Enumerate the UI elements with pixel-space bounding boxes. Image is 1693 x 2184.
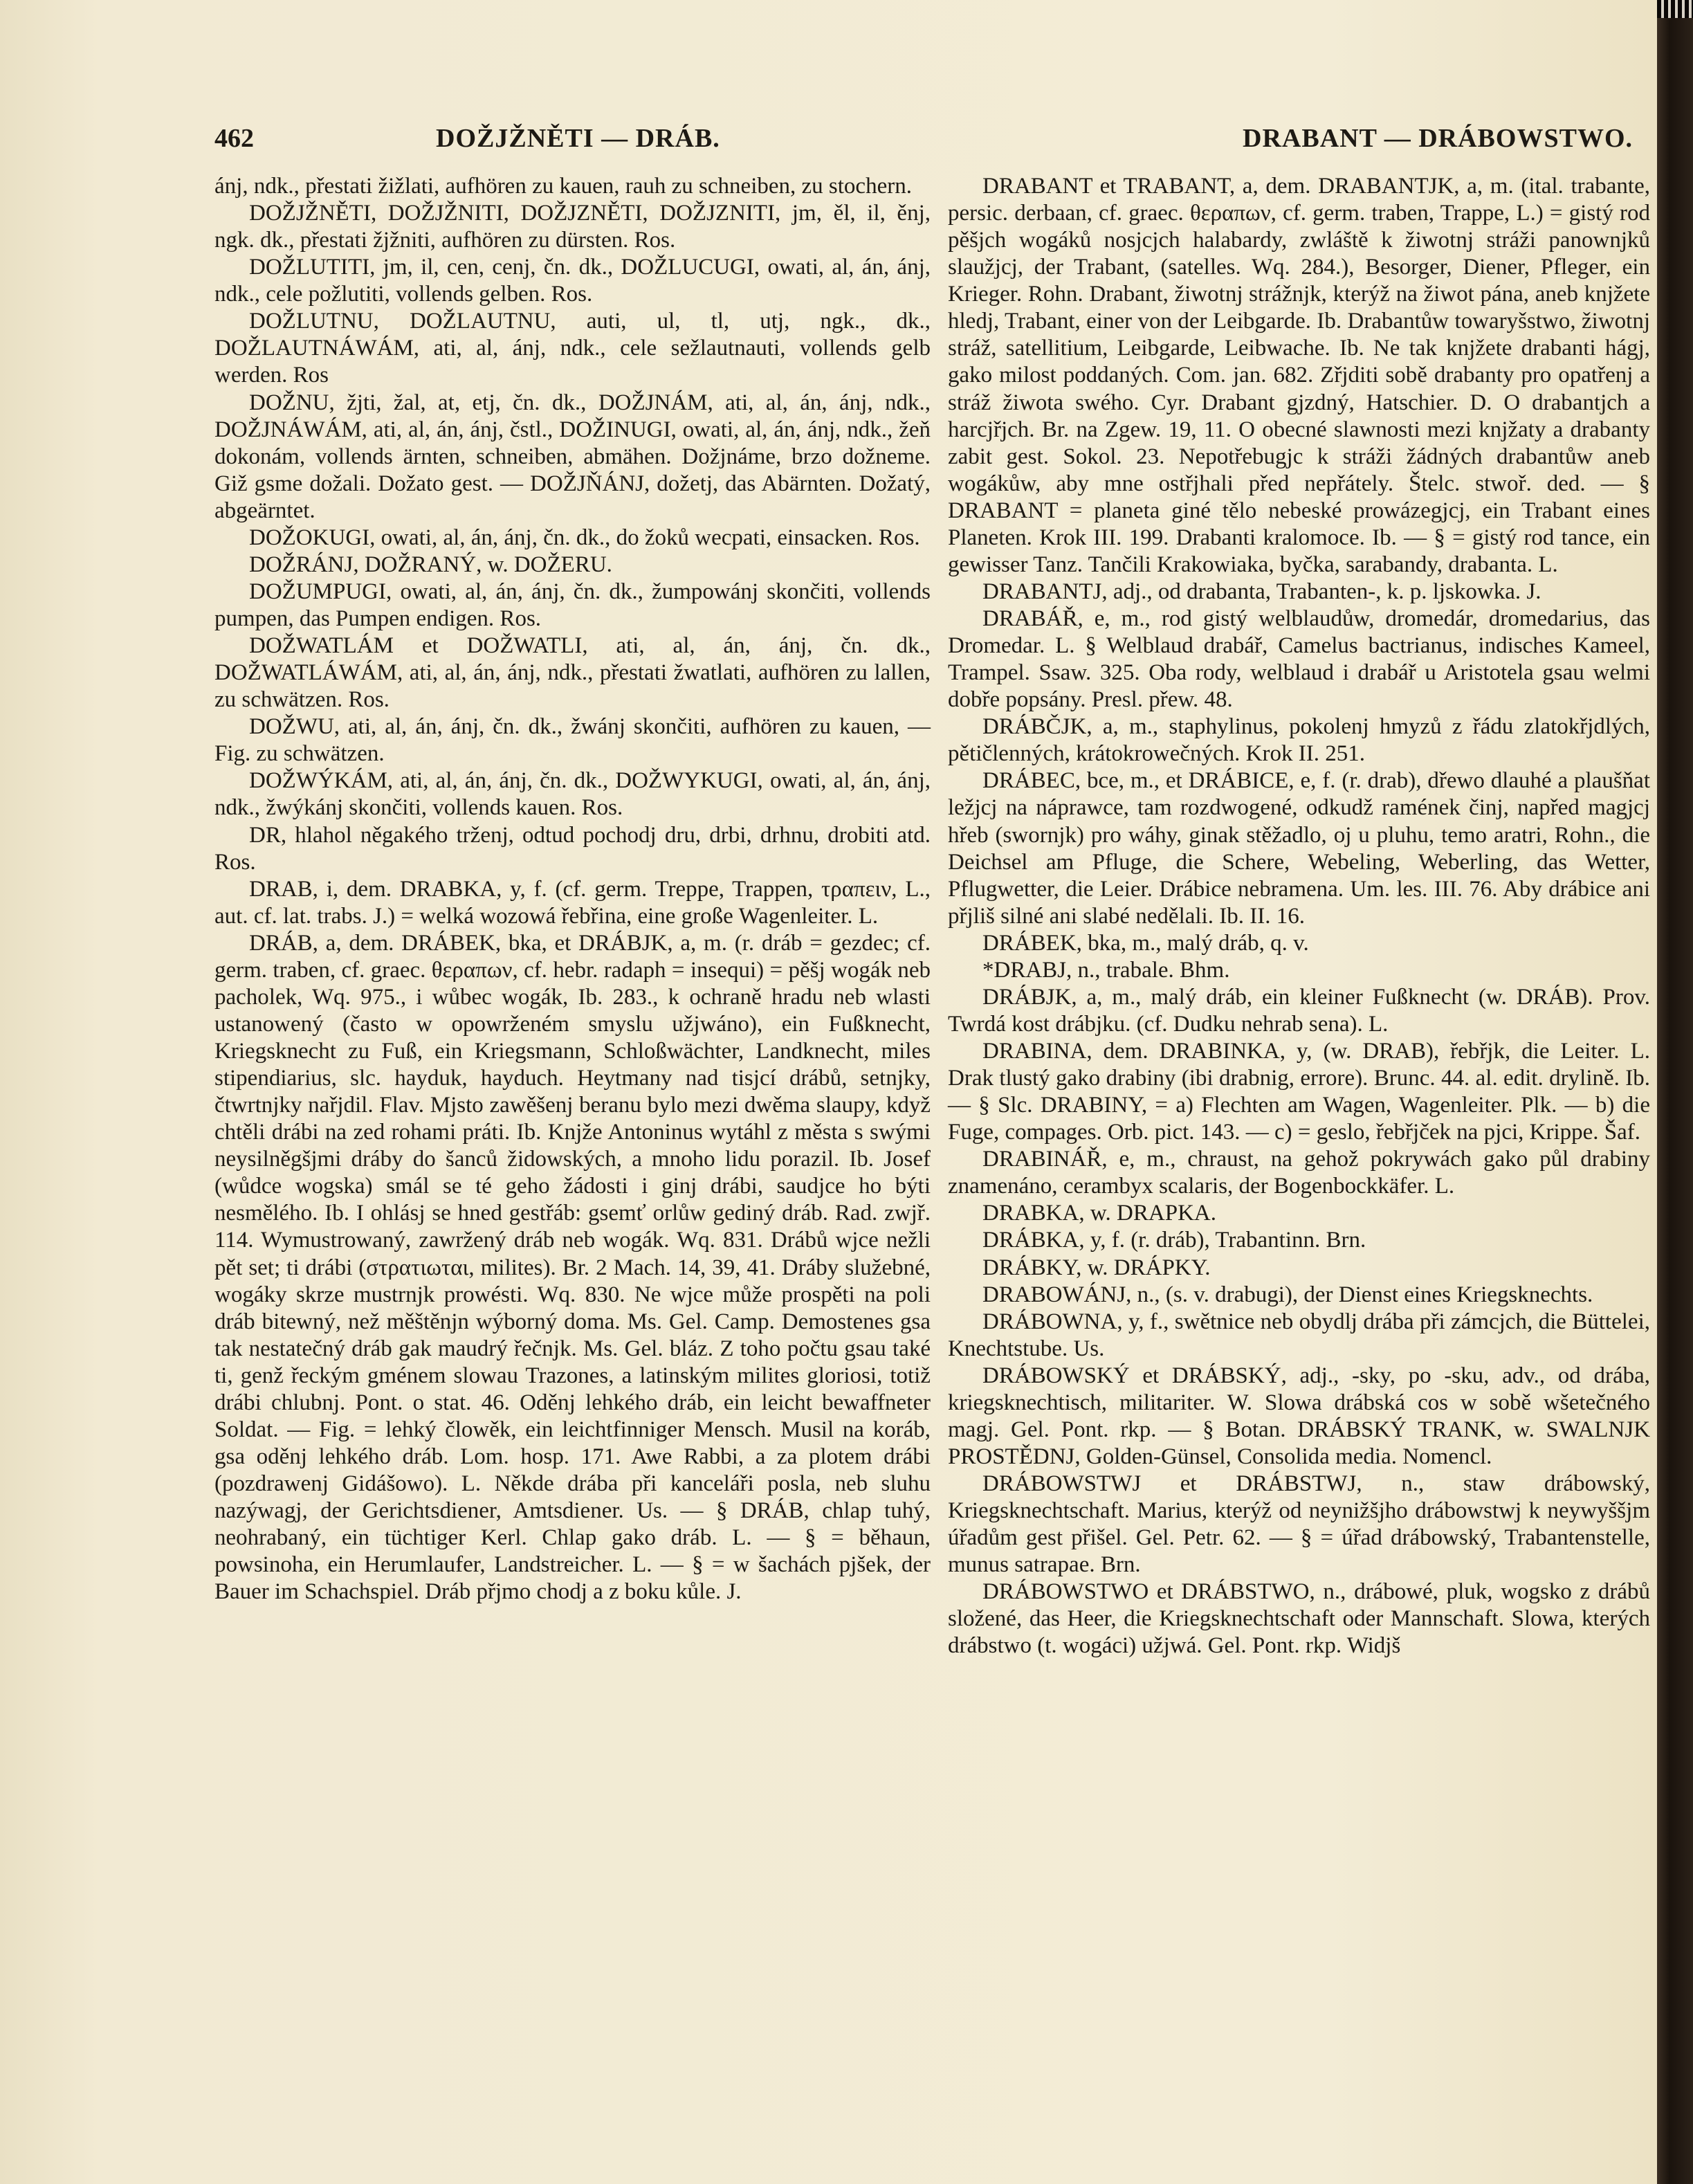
entry-dozokugi: DOŽOKUGI, owati, al, án, ánj, čn. dk., do žoků wecpati, einsacken. Ros. [249,525,920,550]
entry-drabowanj: DRABOWÁNJ, n., (s. v. drabugi), der Dienst eines Kriegsknechts. [982,1282,1593,1307]
entry-drabj: *DRABJ, n., trabale. Bhm. [982,957,1230,983]
entry-drabar: DRABÁŘ, e, m., rod gistý welblaudůw, dromedár, dromedarius, das Dromedar. L. § Welblaud drabář, Camelus bactrianus, indisches Kameel, Trampel. Ssaw. 325. Oba rody, welblaud i drabář u Aristotela gsau welmi dobře popsány. Presl. přew. 48. [948,606,1650,713]
entry-dozwykam: DOŽWÝKÁM, ati, al, án, ánj, čn. dk., DOŽWYKUGI, owati, al, án, ánj, ndk., žwýkánj skončiti, vollends kauen. Ros. [214,768,931,821]
entry-dozwu: DOŽWU, ati, al, án, ánj, čn. dk., žwánj skončiti, aufhören zu kauen, — Fig. zu schwätzen. [214,714,931,767]
entry-dozlutnu: DOŽLUTNU, DOŽLAUTNU, auti, ul, tl, utj, ngk., dk., DOŽLAUTNÁWÁM, ati, al, ánj, ndk., cele sežlautnauti, vollends gelb werden. Ros [214,309,931,388]
entry-doznu: DOŽNU, žjti, žal, at, etj, čn. dk., DOŽJNÁM, ati, al, án, ánj, ndk., DOŽJNÁWÁM, ati, al, án, ánj, čstl., DOŽINUGI, owati, al, án, ánj, ndk., žeň dokonám, vollends ärnten, schneiben, abmähen. Dožjnáme, brzo dožneme. Giž gsme dožali. Dožato gest. — DOŽJŇÁNJ, dožetj, das Abärnten. Dožatý, abgeärntet. [214,390,931,523]
entry-drabky: DRÁBKY, w. DRÁPKY. [982,1255,1211,1280]
entry-drabek: DRÁBEK, bka, m., malý dráb, q. v. [982,930,1309,956]
entry-drabcjk: DRÁBČJK, a, m., staphylinus, pokolenj hmyzů z řádu zlatokřjdlých, pětičlenných, krátokrowečných. Krok II. 251. [948,714,1650,767]
entry-drabant: DRABANT et TRABANT, a, dem. DRABANTJK, a, m. (ital. trabante, persic. derbaan, cf. graec. θεραπων, cf. germ. traben, Trappe, L.) = gistý rod pěšjch wogáků nosjcjch halabardy, zwláště k žiwotnj stráži panownjků slaužjcj, der Trabant, (satelles. Wq. 284.), Besorger, Diener, Pfleger, ein Krieger. Rohn. Drabant, žiwotnj strážnjk, kterýž na žiwot pána, aneb knjžete hledj, Trabant, einer von der Leibgarde. Ib. Drabantůw towaryšstwo, žiwotnj stráž, satellitium, Leibgarde, Leibwache. Ib. Ne tak knjžete drabanti hágj, gako milost poddaných. Com. jan. 682. Zřjditi sobě drabanty pro opatřenj a stráž žiwota swého. Cyr. Drabant gjzdný, Hatschier. D. O drabantjch a harcjřjch. Br. na Zgew. 19, 11. O obecné slawnosti mezi knjžaty a drabanty zabit gest. Sokol. 23. Nepotřebugjc k stráži žádných drabantůw aneb wogákůw, aby mne ostřjhali před nepřátely. Štelc. stwoř. ded. — § DRABANT = planeta giné tělo nebeské prowázegjcj, ein Trabant eines Planeten. Krok III. 199. Drabanti kralomoce. Ib. — § = gistý rod tance, ein gewisser Tanz. Tančili Krakowiaka, byčka, sarabandy, drabanta. L. [948,174,1650,577]
entry-drab-wagon: DRAB, i, dem. DRABKA, y, f. (cf. germ. Treppe, Trappen, τραπειν, L., aut. cf. lat. trabs. J.) = welká wozowá řebřina, eine große Wagenleiter. L. [214,876,931,929]
entry-drabka-f: DRÁBKA, y, f. (r. dráb), Trabantinn. Brn. [982,1228,1366,1253]
entry-dozumpugi: DOŽUMPUGI, owati, al, án, ánj, čn. dk., žumpowánj skončiti, vollends pumpen, das Pumpen endigen. Ros. [214,579,931,631]
entry-drabec: DRÁBEC, bce, m., et DRÁBICE, e, f. (r. drab), dřewo dlauhé a plaušňat ležjcj na náprawce, tam rozdwogené, odkudž ramének činj, napřed magjcj hřeb (swornjk) pro wáhy, ginak stěžadlo, oj u pluhu, temo aratri, Rohn., die Deichsel am Pfluge, die Schere, Webeling, Weberling, das Wetter, Pflugwetter, die Leier. Drábice nebramena. Um. les. III. 76. Aby drábice ani přjliš silné ani slabé nedělali. Ib. II. 16. [948,768,1650,929]
left-running-title: DOŽJŽNĚTI — DRÁB. [436,124,720,153]
entry-drabowstwo: DRÁBOWSTWO et DRÁBSTWO, n., drábowé, pluk, wogsko z drábů složené, das Heer, die Kriegsknechtschaft oder Mannschaft. Slowa, kterých drábstwo (t. wogáci) užjwá. Gel. Pont. rkp. Widjš [948,1579,1650,1659]
entry-dozjzneti: DOŽJŽNĚTI, DOŽJŽNITI, DOŽJZNĚTI, DOŽJZNITI, jm, ěl, il, ěnj, ngk. dk., přestati žjžniti, aufhören zu dürsten. Ros. [214,201,931,253]
scan-ruler-marks [1657,0,1693,18]
book-edge [1657,0,1693,2184]
entry-drabantj: DRABANTJ, adj., od drabanta, Trabanten-, k. p. ljskowka. J. [982,579,1541,604]
entry-drabowstwj: DRÁBOWSTWJ et DRÁBSTWJ, n., staw drábowský, Kriegsknechtschaft. Marius, kterýž od neynižšjho drábowstwj k neywyššjm úřadům gest přišel. Gel. Petr. 62. — § = úřad drábowský, Trabantenstelle, munus satrapae. Brn. [948,1471,1650,1578]
entry-dozlutiti: DOŽLUTITI, jm, il, cen, cenj, čn. dk., DOŽLUCUGI, owati, al, án, ánj, ndk., cele požlutiti, vollends gelben. Ros. [214,255,931,307]
right-column [948,173,1650,1972]
entry-drabowna: DRÁBOWNA, y, f., swětnice neb obydlj drába při zámcjch, die Büttelei, Knechtstube. Us. [948,1309,1650,1361]
entry-drab-soldier: DRÁB, a, dem. DRÁBEK, bka, et DRÁBJK, a, m. (r. dráb = gezdec; cf. germ. traben, cf. graec. θεραπων, cf. hebr. radaph = insequi) = pěšj wogák neb pacholek, Wq. 975., i wůbec wogák, Ib. 283., k ochraně hradu neb wlasti ustanowený (často w opowrženém smyslu užjwáno), ein Fußknecht, Kriegsknecht zu Fuß, ein Kriegsmann, Schloßwächter, Landknecht, miles stipendiarius, slc. hayduk, hayduch. Heytmany nad tisjcí drábů, setnjky, čtwrtnjky nařjdil. Flav. Mjsto zawěšenj beranu bylo mezi dwěma slaupy, když chtěli drábi na zed rohami práti. Ib. Knjže Antoninus wytáhl z města s swými neysilněgšjmi dráby do šanců židowských, a mnoho lidu porazil. Ib. Josef (wůdce wogska) smál se té geho žádosti i ginj drábi, saudjce ho býti nesmělého. Ib. I ohlásj se hned gestřáb: gsemť orlůw gediný dráb. Rad. zwjř. 114. Wymustrowaný, zawržený dráb neb wogák. Wq. 831. Drábů wjce nežli pět set; ti drábi (στρατιωται, milites). Br. 2 Mach. 14, 39, 41. Dráby služebné, wogáky skrze mustrnjk prowésti. Wq. 830. Ne wjce může prospěti na poli dráb bitewný, než měštěnjn wýborný doma. Ms. Gel. Camp. Demostenes gsa tak nestatečný dráb gak maudrý řečnjk. Ms. Gel. bláz. Z toho počtu gsau také ti, genž řeckým gménem slowau Trazones, a latinským milites gloriosi, totiž drábi chlubnj. Pont. o stat. 46. Oděnj lehkého dráb, ein leicht bewaffneter Soldat. — Fig. = lehký člowěk, ein leichtfinniger Mensch. Musil na koráb, gsa oděnj lehkého dráb. Lom. hosp. 171. Awe Rabbi, a za plotem drábi (pozdrawenj Gidášowo). L. Někde drába při kanceláři posla, neb sluhu nazýwagj, der Gerichtsdiener, Amtsdiener. Us. — § DRÁB, chlap tuhý, neohrabaný, ein tüchtiger Kerl. Chlap gako dráb. L. — § = běhaun, powsinoha, ein Herumlaufer, Landstreicher. L. — § = w šachách pjšek, der Bauer im Schachspiel. Dráb přjmo chodj a z boku kůle. J. [214,930,931,1605]
entry-drabinar: DRABINÁŘ, e, m., chraust, na gehož pokrywách gako půl drabiny znamenáno, cerambyx scalaris, der Bogenbockkäfer. L. [948,1147,1650,1199]
entry-dr: DR, hlahol něgakého trženj, odtud pochodj dru, drbi, drhnu, drobiti atd. Ros. [214,822,931,875]
entry-drabjk: DRÁBJK, a, m., malý dráb, ein kleiner Fußknecht (w. DRÁB). Prov. Twrdá kost drábjku. (cf. Dudku nehrab sena). L. [948,984,1650,1037]
entry-drabka: DRABKA, w. DRAPKA. [982,1201,1216,1226]
left-column [214,173,931,1972]
running-head [214,123,1633,165]
entry-dozwatlam: DOŽWATLÁM et DOŽWATLI, ati, al, án, ánj, čn. dk., DOŽWATLÁWÁM, ati, al, án, ánj, ndk., přestati žwatlati, aufhören zu lallen, zu schwätzen. Ros. [214,633,931,713]
entry-continuation: ánj, ndk., přestati žižlati, aufhören zu kauen, rauh zu schneiben, zu stochern. [214,174,912,199]
entry-dozranj: DOŽRÁNJ, DOŽRANÝ, w. DOŽERU. [249,552,612,577]
right-running-title: DRABANT — DRÁBOWSTWO. [1243,124,1633,153]
entry-drabowsky: DRÁBOWSKÝ et DRÁBSKÝ, adj., -sky, po -sku, adv., od drába, kriegsknechtisch, militariter. W. Slowa drábská cos w sobě wšetečného magj. Gel. Pont. rkp. — § Botan. DRÁBSKÝ TRANK, w. SWALNJK PROSTĚDNJ, Golden-Günsel, Consolida media. Nomencl. [948,1363,1650,1469]
page-number: 462 [214,124,254,153]
entry-drabina: DRABINA, dem. DRABINKA, y, (w. DRAB), řebřjk, die Leiter. L. Drak tlustý gako drabiny (ibi drabnig, errore). Brunc. 44. al. edit. drylině. Ib. — § Slc. DRABINY, = a) Flechten am Wagen, Wagenleiter. Plk. — b) die Fuge, compages. Orb. pict. 143. — c) = geslo, řebřjček na pjci, Krippe. Šaf. [948,1039,1650,1145]
